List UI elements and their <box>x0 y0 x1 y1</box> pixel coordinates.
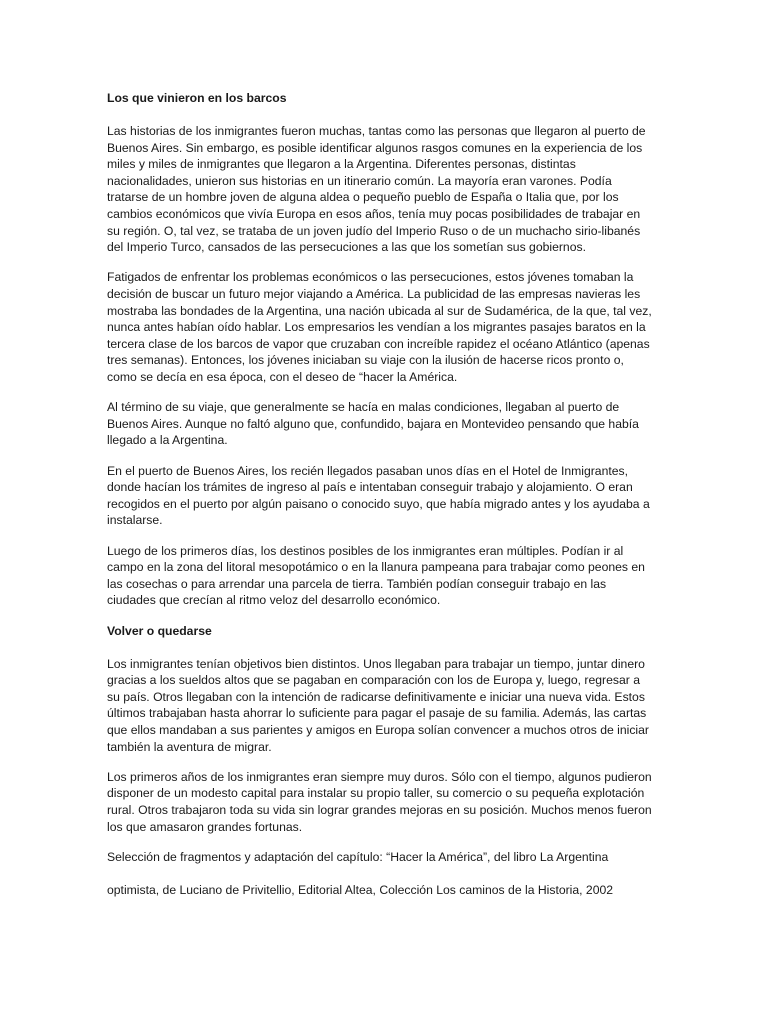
paragraph: En el puerto de Buenos Aires, los recién llegados pasaban unos días en el Hotel de Inmigrantes, donde hacían los trámites de ingreso al país e intentaban conseguir trabajo y alojamiento. O eran recogidos en el puerto por algún paisano o conocido suyo, que había migrado antes y los ayudaba a instalarse. <box>107 463 650 528</box>
credit-line-2: optimista, de Luciano de Privitellio, Editorial Altea, Colección Los caminos de la Historia, 2002 <box>107 883 614 898</box>
paragraph: Fatigados de enfrentar los problemas económicos o las persecuciones, estos jóvenes tomaban la decisión de buscar un futuro mejor viajando a América. La publicidad de las empresas navieras les mostraba las bondades de la Argentina, una nación ubicada al sur de Sudamérica, de la que, tal vez, nunca antes habían oído hablar. Los empresarios les vendían a los migrantes pasajes baratos en la tercera clase de los barcos de vapor que cruzaban con increíble rapidez el océano Atlántico (apenas tres semanas). Entonces, los jóvenes iniciaban su viaje con la ilusión de hacerse ricos pronto o, como se decía en esa época, con el deseo de “hacer la América. <box>107 270 652 384</box>
document-page <box>107 90 655 899</box>
paragraph: Luego de los primeros días, los destinos posibles de los inmigrantes eran múltiples. Podían ir al campo en la zona del litoral mesopotámico o en la llanura pampeana para trabajar como peones en las cosechas o para arrendar una parcela de tierra. También podían conseguir trabajo en las ciudades que crecían al ritmo veloz del desarrollo económico. <box>107 543 645 608</box>
paragraph: Al término de su viaje, que generalmente se hacía en malas condiciones, llegaban al puerto de Buenos Aires. Aunque no faltó alguno que, confundido, bajara en Montevideo pensando que había llegado a la Argentina. <box>107 400 639 448</box>
credit-line-1: Selección de fragmentos y adaptación del capítulo: “Hacer la América”, del libro La Argentina <box>107 849 609 864</box>
paragraph: Las historias de los inmigrantes fueron muchas, tantas como las personas que llegaron al puerto de Buenos Aires. Sin embargo, es posible identificar algunos rasgos comunes en la experiencia de los miles y miles de inmigrantes que llegaron a la Argentina. Diferentes personas, distintas nacionalidades, unieron sus historias en un itinerario común. La mayoría eran varones. Podía tratarse de un hombre joven de alguna aldea o pequeño pueblo de España o Italia que, por los cambios económicos que vivía Europa en esos años, tenía muy pocas posibilidades de trabajar en su región. O, tal vez, se trataba de un joven judío del Imperio Ruso o de un muchacho sirio-libanés del Imperio Turco, cansados de las persecuciones a las que los sometían sus gobiernos. <box>107 124 646 255</box>
section-title-volver: Volver o quedarse <box>107 623 212 638</box>
paragraph: Los primeros años de los inmigrantes eran siempre muy duros. Sólo con el tiempo, algunos pudieron disponer de un modesto capital para instalar su propio taller, su comercio o su pequeña explotación rural. Otros trabajaron toda su vida sin lograr grandes mejoras en su posición. Muchos menos fueron los que amasaron grandes fortunas. <box>107 769 652 834</box>
section-title-barcos: Los que vinieron en los barcos <box>107 91 287 105</box>
paragraph: Los inmigrantes tenían objetivos bien distintos. Unos llegaban para trabajar un tiempo, juntar dinero gracias a los sueldos altos que se pagaban en comparación con los de Europa y, luego, regresar a su país. Otros llegaban con la intención de radicarse definitivamente e iniciar una nueva vida. Estos últimos trabajaban hasta ahorrar lo suficiente para pagar el pasaje de su familia. Además, las cartas que ellos mandaban a sus parientes y amigos en Europa solían convencer a muchos otros de iniciar también la aventura de migrar. <box>107 656 649 754</box>
